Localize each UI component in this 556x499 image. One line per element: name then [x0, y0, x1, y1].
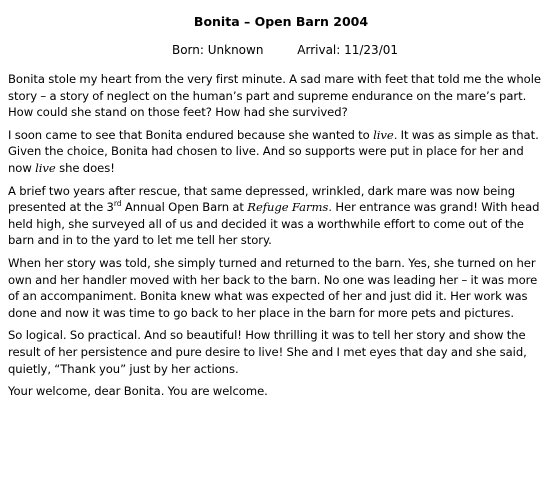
paragraph-6-text: Your welcome, dear Bonita. You are welcome.	[8, 384, 268, 399]
document-title: Bonita – Open Barn 2004	[193, 14, 369, 29]
paragraph-2-text-b: It was as simple as that. Given the choice, Bonita had chosen to live. And so supports were put in place for her and now	[8, 127, 539, 175]
paragraph-5-text: So logical. So practical. And so beautiful! How thrilling it was to tell her story and show the result of her persistence and pure desire to live! She and I met eyes that day and she said, quietly, “Thank you” just by her actions.	[8, 328, 527, 376]
arrival-info: Arrival: 11/23/01	[297, 43, 399, 57]
paragraph-6	[8, 383, 548, 400]
paragraph-1-text: Bonita stole my heart from the very first minute. A sad mare with feet that told me the whole story – a story of neglect on the human’s part and supreme endurance on the mare’s part. How could she stand on those feet? How had she survived?	[8, 72, 541, 120]
paragraph-5	[8, 327, 548, 377]
refuge-farms-name: Refuge Farms.	[247, 200, 332, 215]
paragraph-2-emphasis-live-2: live	[35, 160, 56, 175]
ordinal-suffix: rd	[113, 199, 122, 209]
paragraph-2	[8, 127, 548, 177]
horse-info	[8, 42, 548, 58]
born-info: Born: Unknown	[171, 43, 264, 57]
paragraph-4	[8, 255, 548, 321]
paragraph-3-text-a: A brief two years after rescue, that same depressed, wrinkled, dark mare was now being presented at the 3	[8, 183, 516, 215]
paragraph-3	[8, 183, 548, 249]
paragraph-1	[8, 71, 548, 121]
paragraph-4-text: When her story was told, she simply turned and returned to the barn. Yes, she turned on her own and her handler moved with her back to the barn. No one was leading her – it was more of an accompaniment. Bonita knew what was expected of her and just did it. Her work was done and now it was time to go back to her place in the barn for more pets and pictures.	[8, 255, 538, 320]
paragraph-3-text-c: Her entrance was grand! With head held high, she surveyed all of us and decided it was a worthwhile effort to come out of the barn and in to the yard to let me tell her story.	[8, 200, 540, 248]
paragraph-2-emphasis-live: live.	[373, 127, 398, 142]
paragraph-3-text-b: Annual Open Barn at	[121, 200, 248, 215]
paragraph-2-text-a: I soon came to see that Bonita endured because she wanted to	[8, 127, 374, 142]
paragraph-2-text-c: she does!	[55, 160, 115, 175]
